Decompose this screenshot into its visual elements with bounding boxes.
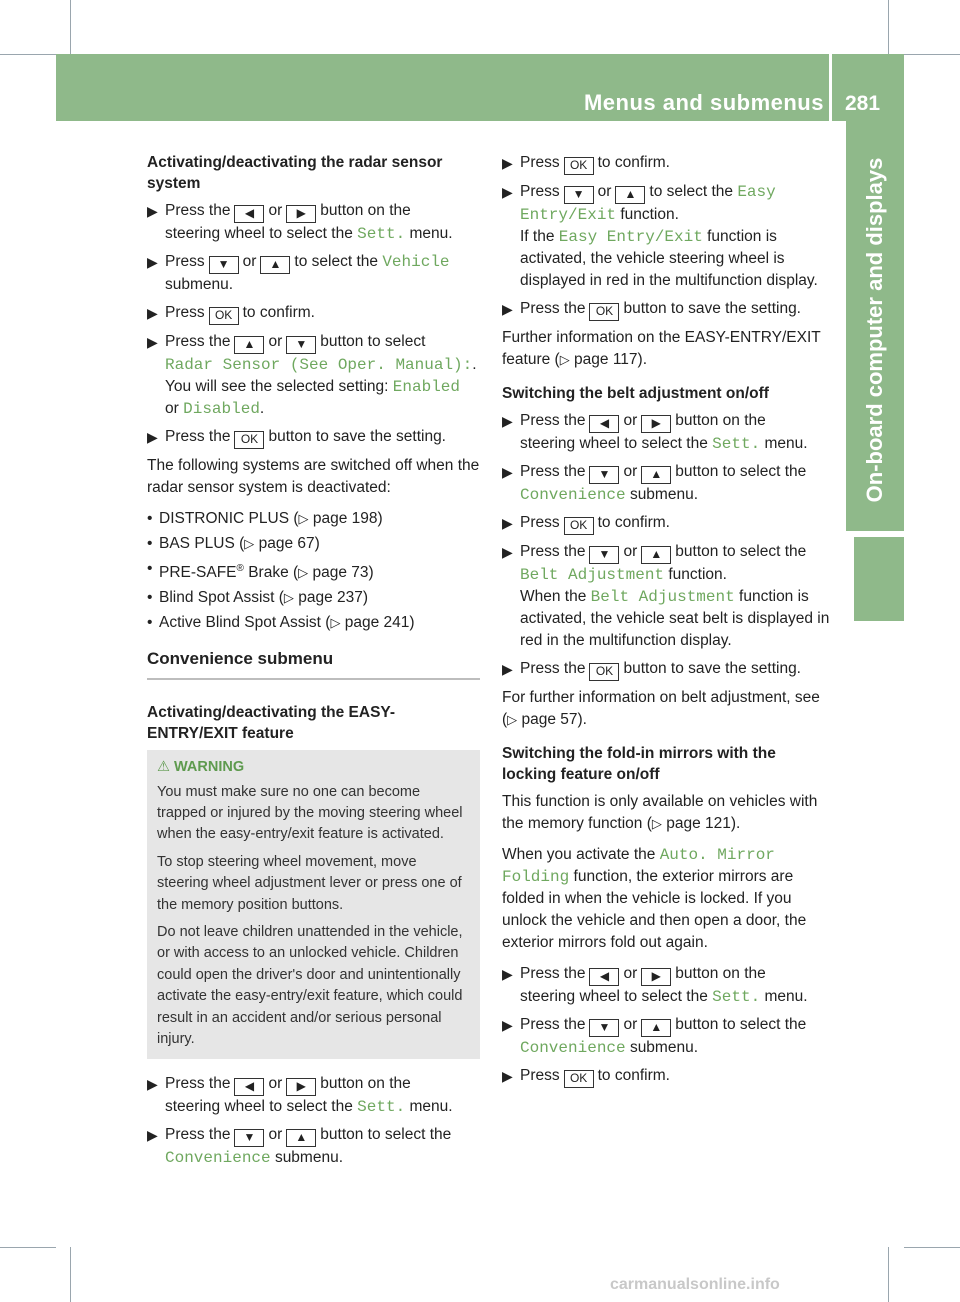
- display-text: Easy Entry/Exit: [520, 183, 776, 224]
- display-text: Easy Entry/Exit: [558, 228, 703, 246]
- left-arrow-key-icon: ◀: [589, 415, 619, 433]
- bullet-icon: •: [147, 589, 153, 607]
- paragraph: For further information on belt adjustment, see (▷ page 57).: [502, 689, 820, 728]
- list-item: • PRE-SAFE® Brake (▷ page 73): [147, 560, 374, 582]
- instruction-step: ▶ Press the ▼ or ▲ button to select the Convenience submenu.: [502, 463, 807, 504]
- down-arrow-key-icon: ▼: [209, 256, 239, 274]
- page-ref-link[interactable]: page 73): [312, 564, 374, 582]
- warning-icon: ⚠: [157, 759, 170, 776]
- instruction-step: ▶ Press the ▼ or ▲ button to select the Convenience submenu.: [147, 1126, 452, 1168]
- display-text: Enabled: [392, 378, 460, 396]
- display-text: Belt Adjustment: [520, 566, 665, 584]
- header-separator: [829, 54, 832, 121]
- step-arrow-icon: ▶: [502, 515, 513, 531]
- down-arrow-key-icon: ▼: [234, 1129, 264, 1147]
- section-title: Activating/deactivating the EASY-ENTRY/EXIT feature: [147, 704, 396, 743]
- ok-key-icon: OK: [564, 517, 594, 535]
- step-arrow-icon: ▶: [502, 966, 513, 982]
- page-number: 281: [845, 92, 881, 115]
- right-arrow-key-icon: ▶: [286, 205, 316, 223]
- instruction-step: ▶ Press ▼ or ▲ to select the Vehicle submenu.: [147, 253, 450, 293]
- display-text: Sett.: [357, 225, 406, 243]
- ok-key-icon: OK: [589, 303, 619, 321]
- ok-key-icon: OK: [564, 1070, 594, 1088]
- paragraph: This function is only available on vehicles with the memory function (▷ page 121).: [502, 793, 818, 832]
- crop-mark: [0, 54, 56, 55]
- up-arrow-key-icon: ▲: [234, 336, 264, 354]
- left-column: [147, 152, 480, 1175]
- bullet-icon: •: [147, 510, 153, 527]
- instruction-step: ▶ Press the OK button to save the setting.: [502, 298, 834, 321]
- page-ref-icon: ▷: [651, 816, 662, 831]
- page-ref-link[interactable]: page 57).: [521, 711, 587, 728]
- page-ref-icon: ▷: [244, 536, 255, 551]
- step-arrow-icon: ▶: [147, 254, 158, 270]
- up-arrow-key-icon: ▲: [641, 546, 671, 564]
- registered-mark: ®: [236, 563, 244, 574]
- instruction-step: ▶ Press the ◀ or ▶ button on the steering wheel to select the Sett. menu.: [147, 202, 453, 243]
- right-arrow-key-icon: ▶: [641, 415, 671, 433]
- page-ref-link[interactable]: page 67): [258, 535, 320, 552]
- step-arrow-icon: ▶: [147, 1076, 158, 1093]
- right-arrow-key-icon: ▶: [286, 1078, 316, 1096]
- right-arrow-key-icon: ▶: [641, 968, 671, 986]
- instruction-step: ▶ Press the ◀ or ▶ button on the steering wheel to select the Sett. menu.: [147, 1075, 453, 1117]
- list-item: • Active Blind Spot Assist (▷ page 241): [147, 612, 480, 634]
- instruction-step: ▶ Press the OK button to save the setting.: [147, 426, 480, 449]
- page-ref-link[interactable]: page 237): [298, 589, 369, 607]
- list-item: • DISTRONIC PLUS (▷ page 198): [147, 508, 480, 530]
- watermark: carmanualsonline.info: [610, 1276, 780, 1293]
- page-ref-link[interactable]: page 117).: [574, 351, 648, 368]
- down-arrow-key-icon: ▼: [564, 186, 594, 204]
- instruction-step: ▶ Press the ◀ or ▶ button on the steering wheel to select the Sett. menu.: [502, 412, 808, 453]
- ok-key-icon: OK: [209, 307, 239, 325]
- crop-mark: [904, 54, 960, 55]
- display-text: Disabled: [183, 400, 260, 418]
- section-title: Activating/deactivating the radar sensor system: [147, 154, 443, 192]
- display-text: Sett.: [712, 988, 761, 1006]
- step-arrow-icon: ▶: [502, 1068, 513, 1084]
- warning-text: You must make sure no one can become trapped or injured by the moving steering wheel when the easy-entry/exit feature is activated.: [157, 783, 463, 843]
- page-ref-link[interactable]: page 198): [312, 510, 383, 527]
- ok-key-icon: OK: [564, 157, 594, 175]
- step-arrow-icon: ▶: [502, 1017, 513, 1033]
- up-arrow-key-icon: ▲: [615, 186, 645, 204]
- list-item: • Blind Spot Assist (▷ page 237): [147, 587, 480, 609]
- up-arrow-key-icon: ▲: [641, 466, 671, 484]
- display-text: Vehicle: [382, 253, 450, 271]
- up-arrow-key-icon: ▲: [641, 1019, 671, 1037]
- section-heading: Convenience submenu: [147, 649, 334, 669]
- chapter-title: On-board computer and displays: [862, 157, 887, 503]
- page-ref-icon: ▷: [298, 511, 309, 526]
- crop-mark: [888, 1247, 889, 1302]
- instruction-step: ▶ Press OK to confirm.: [502, 152, 834, 175]
- up-arrow-key-icon: ▲: [260, 256, 290, 274]
- step-arrow-icon: ▶: [147, 203, 158, 219]
- step-arrow-icon: ▶: [147, 1127, 158, 1144]
- page-title: Menus and submenus: [583, 90, 824, 115]
- page-ref-icon: ▷: [283, 590, 294, 606]
- section-title: Switching the fold-in mirrors with the locking feature on/off: [502, 745, 776, 783]
- section-title: Switching the belt adjustment on/off: [502, 385, 769, 402]
- instruction-step: ▶ Press OK to confirm.: [502, 512, 834, 535]
- crop-mark: [888, 0, 889, 54]
- instruction-step: ▶ Press ▼ or ▲ to select the Easy Entry/Exit function. If the Easy Entry/Exit function is activated, the vehicle steering wheel is displayed in red in the multifunction display.: [502, 183, 818, 289]
- display-text: Convenience: [520, 1039, 626, 1057]
- left-arrow-key-icon: ◀: [589, 968, 619, 986]
- page-ref-icon: ▷: [507, 712, 518, 727]
- instruction-step: ▶ Press the ◀ or ▶ button on the steering wheel to select the Sett. menu.: [502, 965, 808, 1006]
- page-ref-icon: ▷: [559, 352, 570, 367]
- paragraph: The following systems are switched off when the radar sensor system is deactivated:: [147, 457, 480, 496]
- crop-mark: [70, 1247, 71, 1302]
- crop-mark: [0, 1247, 56, 1248]
- down-arrow-key-icon: ▼: [286, 336, 316, 354]
- step-arrow-icon: ▶: [147, 305, 158, 321]
- crop-mark: [904, 1247, 960, 1248]
- instruction-step: ▶ Press OK to confirm.: [147, 302, 480, 325]
- down-arrow-key-icon: ▼: [589, 1019, 619, 1037]
- instruction-step: ▶ Press the ▲ or ▼ button to select Radar Sensor (See Oper. Manual):. You will see the selected setting: Enabled or Disabled.: [147, 333, 477, 418]
- display-text: Radar Sensor (See Oper. Manual):: [165, 356, 473, 374]
- ok-key-icon: OK: [234, 431, 264, 449]
- display-text: Convenience: [165, 1149, 271, 1168]
- chapter-marker: [854, 537, 904, 621]
- right-column: [502, 152, 834, 1094]
- divider: [147, 678, 480, 680]
- step-arrow-icon: ▶: [147, 429, 158, 445]
- warning-title: ⚠ WARNING: [157, 759, 245, 776]
- bullet-icon: •: [147, 535, 153, 552]
- step-arrow-icon: ▶: [502, 155, 513, 171]
- ok-key-icon: OK: [589, 663, 619, 681]
- warning-box: [147, 750, 480, 1059]
- display-text: Sett.: [357, 1098, 406, 1117]
- instruction-step: ▶ Press OK to confirm.: [502, 1065, 834, 1088]
- step-arrow-icon: ▶: [502, 184, 513, 200]
- page-ref-icon: ▷: [298, 565, 309, 581]
- step-arrow-icon: ▶: [502, 464, 513, 480]
- step-arrow-icon: ▶: [502, 544, 513, 560]
- crop-mark: [70, 0, 71, 54]
- display-text: Auto. Mirror Folding: [502, 846, 775, 886]
- step-arrow-icon: ▶: [502, 301, 513, 317]
- warning-text: To stop steering wheel movement, move steering wheel adjustment lever or press one of the memory position buttons.: [157, 853, 462, 913]
- instruction-step: ▶ Press the ▼ or ▲ button to select the Belt Adjustment function. When the Belt Adjustment function is activated, the vehicle seat belt is displayed in red in the multifunction display.: [502, 543, 830, 649]
- step-arrow-icon: ▶: [147, 334, 158, 350]
- down-arrow-key-icon: ▼: [589, 466, 619, 484]
- left-arrow-key-icon: ◀: [234, 1078, 264, 1096]
- step-arrow-icon: ▶: [502, 661, 513, 677]
- up-arrow-key-icon: ▲: [286, 1129, 316, 1147]
- page-ref-link[interactable]: page 121).: [666, 815, 741, 832]
- page-ref-icon: ▷: [330, 615, 341, 631]
- step-arrow-icon: ▶: [502, 413, 513, 429]
- paragraph: Further information on the EASY-ENTRY/EXIT feature (▷ page 117).: [502, 329, 821, 368]
- display-text: Convenience: [520, 486, 626, 504]
- down-arrow-key-icon: ▼: [589, 546, 619, 564]
- left-arrow-key-icon: ◀: [234, 205, 264, 223]
- page-ref-link[interactable]: page 241): [344, 614, 415, 632]
- display-text: Belt Adjustment: [590, 588, 735, 606]
- bullet-list: [147, 508, 480, 634]
- bullet-icon: •: [147, 560, 153, 577]
- bullet-icon: •: [147, 614, 153, 632]
- instruction-step: ▶ Press the OK button to save the setting.: [502, 658, 834, 681]
- list-item: • BAS PLUS (▷ page 67): [147, 533, 480, 555]
- paragraph: When you activate the Auto. Mirror Folding function, the exterior mirrors are folded in when the vehicle is locked. If you unlock the vehicle and then open a door, the exterior mirrors fold out again.: [502, 846, 807, 951]
- warning-text: Do not leave children unattended in the vehicle, or with access to an unlocked vehicle. Children could open the driver's door and unintentionally activate the easy-entry/exit feature, which could result in an accident and/or serious personal injury.: [157, 924, 463, 1048]
- instruction-step: ▶ Press the ▼ or ▲ button to select the Convenience submenu.: [502, 1016, 807, 1057]
- display-text: Sett.: [712, 435, 761, 453]
